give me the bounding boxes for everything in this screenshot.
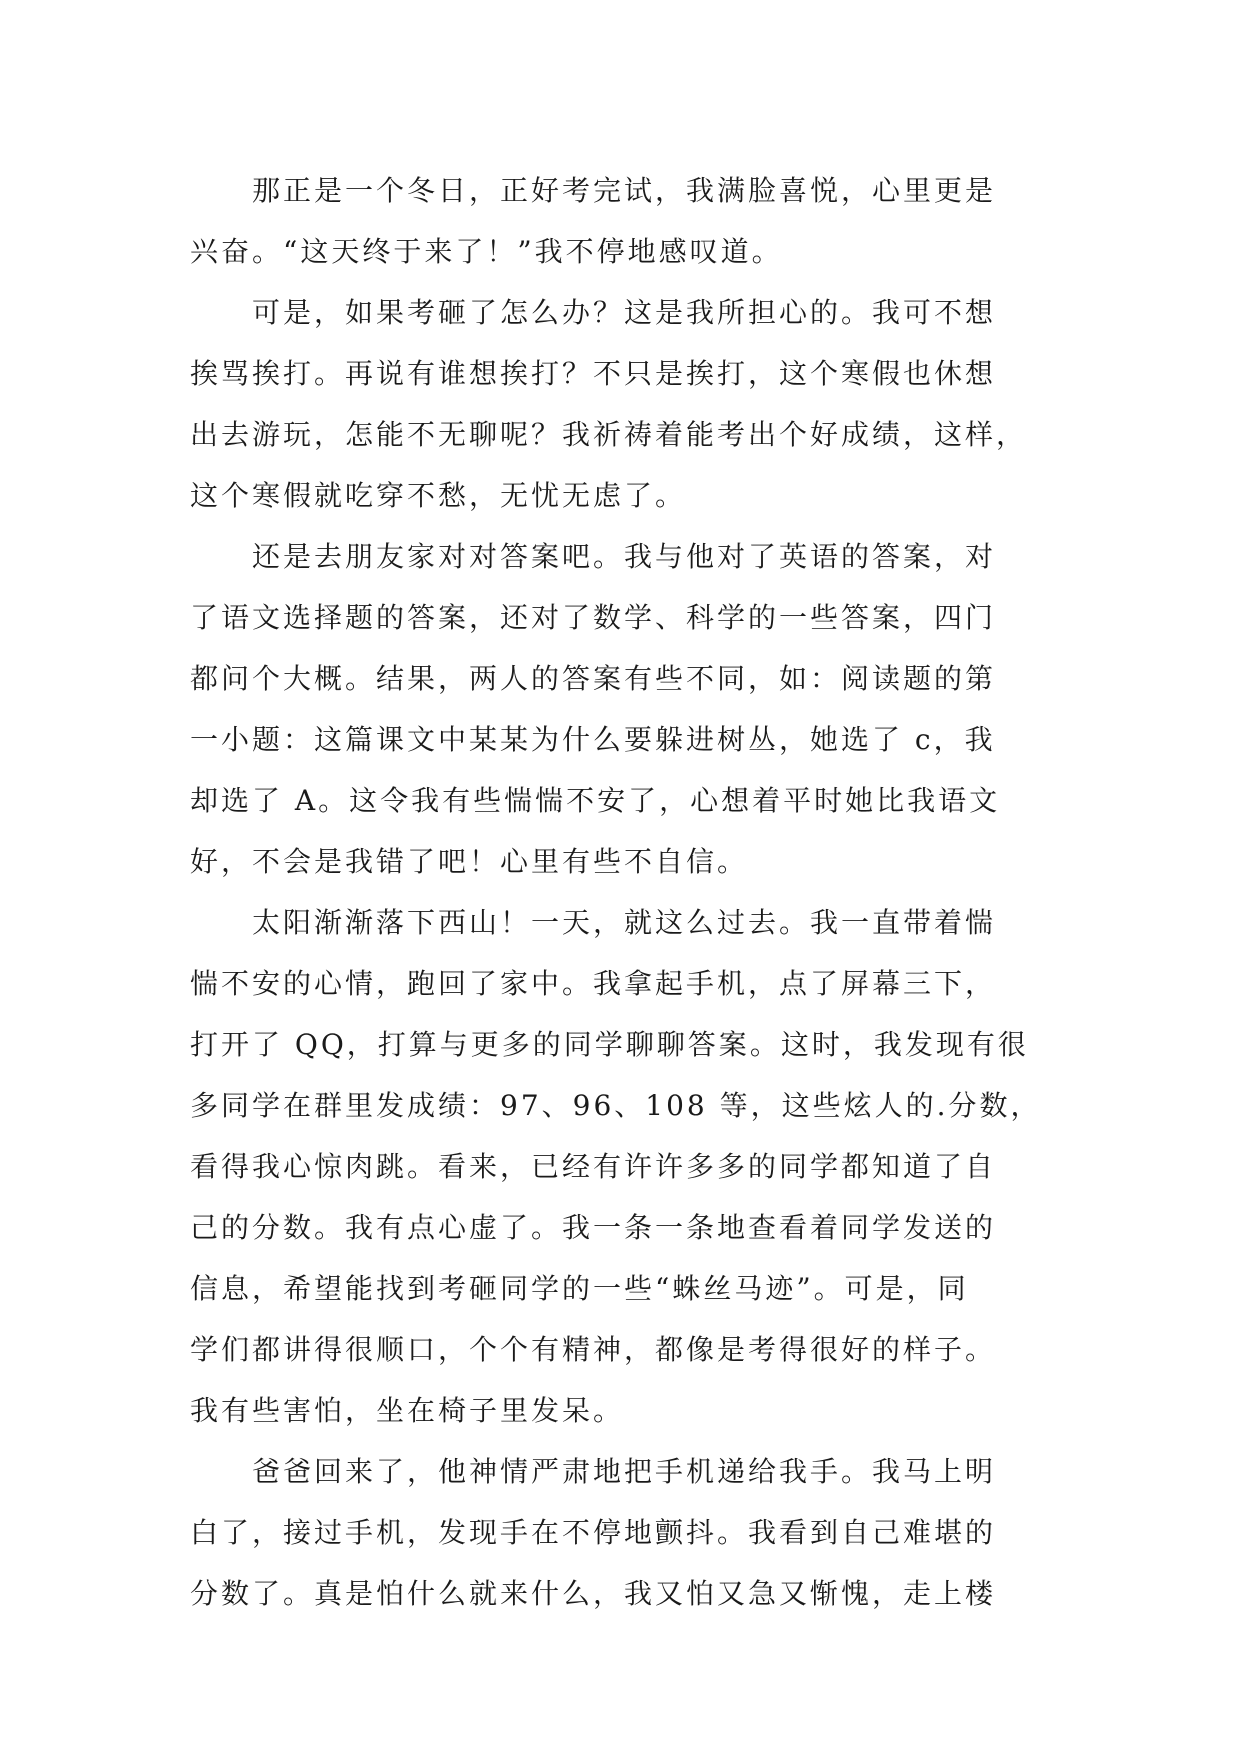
text-line: 挨骂挨打。再说有谁想挨打？不只是挨打，这个寒假也休想 [190, 357, 997, 390]
essay-body [190, 160, 1060, 1624]
text-line: 我有些害怕，坐在椅子里发呆。 [190, 1394, 625, 1427]
text-line: 打开了 QQ，打算与更多的同学聊聊答案。这时，我发现有很 [190, 1028, 1029, 1061]
text-line: 白了，接过手机，发现手在不停地颤抖。我看到自己难堪的 [190, 1516, 997, 1549]
text-line: 还是去朋友家对对答案吧。我与他对了英语的答案，对 [252, 540, 997, 573]
text-line: 太阳渐渐落下西山！一天，就这么过去。我一直带着惴 [252, 906, 997, 939]
text-line: 了语文选择题的答案，还对了数学、科学的一些答案，四门 [190, 601, 997, 634]
text-line: 那正是一个冬日，正好考完试，我满脸喜悦，心里更是 [252, 174, 997, 207]
text-line: 这个寒假就吃穿不愁，无忧无虑了。 [190, 479, 687, 512]
text-line: 却选了 A。这令我有些惴惴不安了，心想着平时她比我语文 [190, 784, 1001, 817]
text-line: 分数了。真是怕什么就来什么，我又怕又急又惭愧，走上楼 [190, 1577, 997, 1610]
text-line: 出去游玩，怎能不无聊呢？我祈祷着能考出个好成绩，这样， [190, 418, 1028, 451]
text-line: 可是，如果考砸了怎么办？这是我所担心的。我可不想 [252, 296, 997, 329]
text-line: 信息，希望能找到考砸同学的一些“蛛丝马迹”。可是，同 [190, 1272, 969, 1305]
text-line: 己的分数。我有点心虚了。我一条一条地查看着同学发送的 [190, 1211, 997, 1244]
text-line: 惴不安的心情，跑回了家中。我拿起手机，点了屏幕三下， [190, 967, 997, 1000]
text-line: 多同学在群里发成绩：97、96、108 等，这些炫人的.分数， [190, 1089, 1042, 1122]
text-line: 一小题：这篇课文中某某为什么要躲进树丛，她选了 c，我 [190, 723, 996, 756]
text-line: 看得我心惊肉跳。看来，已经有许许多多的同学都知道了自 [190, 1150, 997, 1183]
text-line: 学们都讲得很顺口，个个有精神，都像是考得很好的样子。 [190, 1333, 997, 1366]
text-line: 爸爸回来了，他神情严肃地把手机递给我手。我马上明 [252, 1455, 997, 1488]
text-line: 都问个大概。结果，两人的答案有些不同，如：阅读题的第 [190, 662, 997, 695]
text-line: 好，不会是我错了吧！心里有些不自信。 [190, 845, 749, 878]
text-line: 兴奋。“这天终于来了！”我不停地感叹道。 [190, 235, 783, 268]
